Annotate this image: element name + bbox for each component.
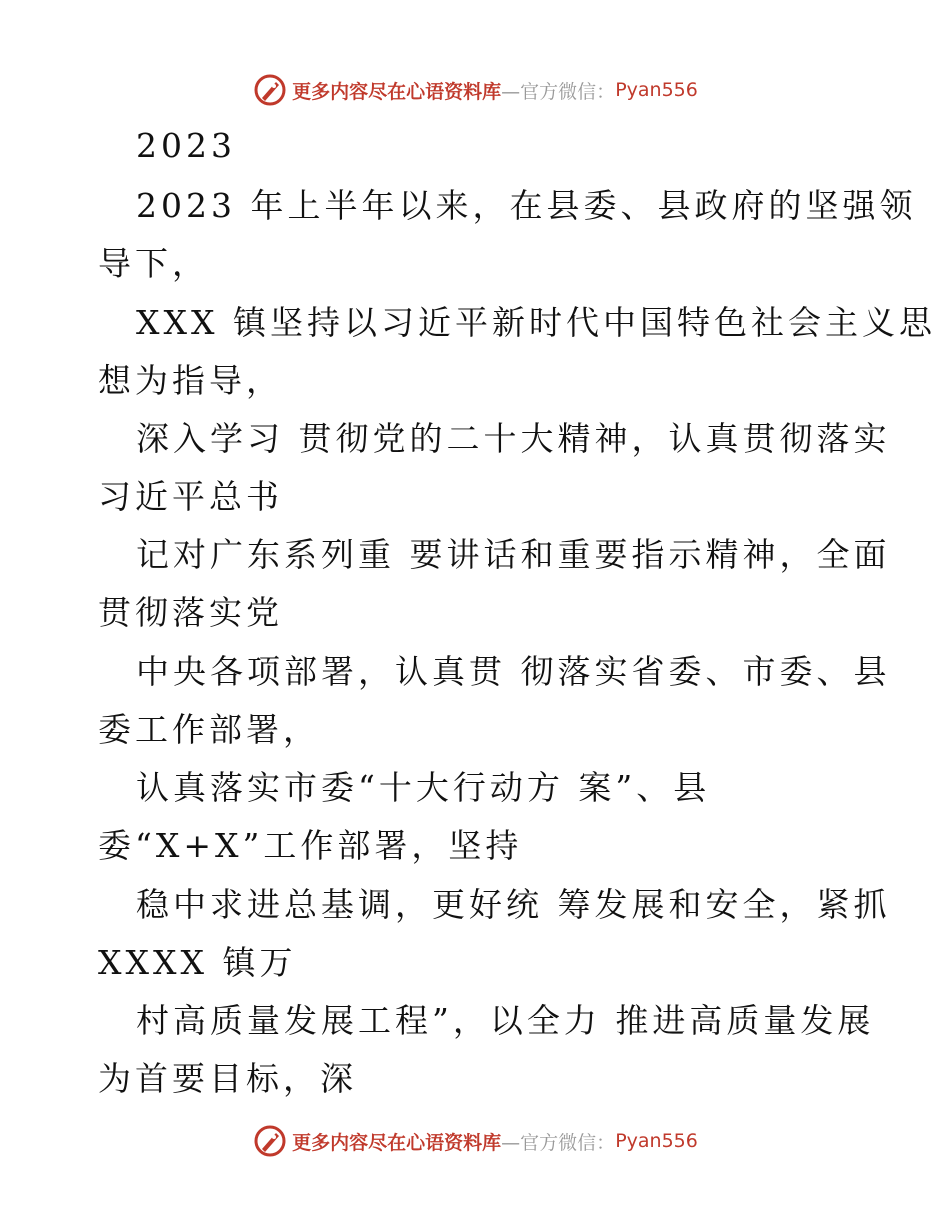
footer-banner[interactable] — [0, 1121, 950, 1161]
footer-banner-title: 更多内容尽在心语资料库 — [292, 1131, 502, 1154]
doc-line-5: 想为指导， — [98, 361, 283, 400]
doc-line-14: 稳中求进总基调，更好统 筹发展和安全，紧抓 — [136, 885, 891, 924]
footer-banner-wechat-id: Pyan556 — [615, 1130, 698, 1152]
doc-line-6: 深入学习 贯彻党的二十大精神，认真贯彻落实 — [136, 419, 891, 458]
pen-nib-logo-icon — [252, 72, 288, 108]
doc-line-17: 为首要目标，深 — [98, 1059, 357, 1098]
pen-nib-logo-icon — [252, 1123, 288, 1159]
doc-line-9: 贯彻落实党 — [98, 593, 283, 632]
header-banner[interactable] — [0, 70, 950, 110]
doc-line-8: 记对广东系列重 要讲话和重要指示精神，全面 — [136, 535, 891, 574]
doc-line-13: 委“X+X”工作部署，坚持 — [98, 826, 523, 865]
doc-line-2: 2023 年上半年以来，在县委、县政府的坚强领 — [136, 186, 917, 225]
doc-line-7: 习近平总书 — [98, 477, 283, 516]
doc-line-10: 中央各项部署，认真贯 彻落实省委、市委、县 — [136, 652, 891, 691]
header-banner-wechat-label: —官方微信： — [501, 80, 616, 103]
doc-line-4: XXX 镇坚持以习近平新时代中国特色社会主义思 — [136, 303, 936, 342]
header-banner-wechat-id: Pyan556 — [615, 79, 698, 101]
doc-line-1: 2023 — [136, 126, 236, 165]
doc-line-12: 认真落实市委“十大行动方 案”、县 — [136, 768, 711, 807]
doc-line-15: XXXX 镇万 — [98, 943, 297, 982]
doc-line-16: 村高质量发展工程”，以全力 推进高质量发展 — [136, 1001, 875, 1040]
footer-banner-wechat-label: —官方微信： — [501, 1131, 616, 1154]
header-banner-title: 更多内容尽在心语资料库 — [292, 80, 502, 103]
doc-line-3: 导下， — [98, 244, 209, 283]
doc-line-11: 委工作部署， — [98, 710, 320, 749]
